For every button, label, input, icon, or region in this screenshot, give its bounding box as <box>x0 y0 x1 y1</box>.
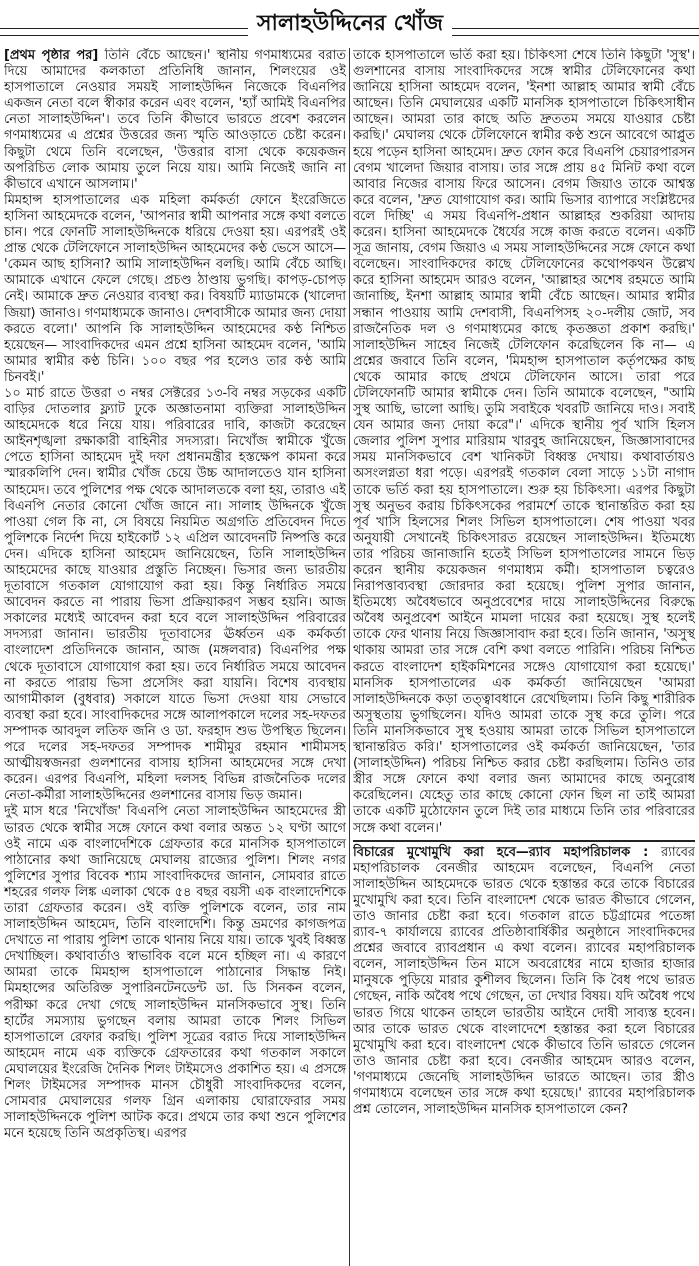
article-paragraph: দুই মাস ধরে 'নিখোঁজ' বিএনপি নেতা সালাহউদ্দিন আহমেদের স্ত্রী ভারত থেকে স্বামীর সঙ্গে ফোনে কথা বলার অন্তত ১২ ঘণ্টা আগে ওই নামে এক বাংলাদেশিকে গ্রেফতার করে মানসিক হাসপাতালে পাঠানোর কথা জানিয়েছে মেঘালয় রাজ্যের পুলিশ। শিলং নগর পুলিশের সুপার বিবেক শ্যাম সাংবাদিকদের জানান, সোমবার রাতে শহরের গলফ লিঙ্ক এলাকা থেকে ৫৪ বছর বয়সী এক বাংলাদেশিকে তারা গ্রেফতার করেন। ওই ব্যক্তি পুলিশকে বলেন, তার নাম সালাহউদ্দিন আহমেদ, তিনি বাংলাদেশি। কিন্তু ভ্রমণের কাগজপত্র দেখাতে না পারায় পুলিশ তাকে থানায় নিয়ে যায়। তাকে খুবই বিধ্বস্ত দেখাচ্ছিল। কথাবার্তাও স্বাভাবিক বলে মনে হচ্ছিল না। এ কারণে আমরা তাকে মিমহান্স হাসপাতালে পাঠানোর সিদ্ধান্ত নিই। মিমহান্সের অতিরিক্ত সুপারিনটেনডেন্ট ডা. ডি সিনকন বলেন, পরীক্ষা করে দেখা গেছে সালাহউদ্দিন মানসিকভাবে সুস্থ। তিনি হার্টের সমস্যায় ভুগছেন বলায় আমরা তাকে শিলং সিভিল হাসপাতালে রেফার করছি। পুলিশ সূত্রের বরাত দিয়ে সালাহউদ্দিন আহমেদ নামে এক ব্যক্তিকে গ্রেফতারের কথা গতকাল সকালে মেঘালয়ের ইংরেজি দৈনিক শিলং টাইমসেও প্রকাশিত হয়। এ প্রসঙ্গে শিলং টাইমসের সম্পাদক মানস চৌধুরী সাংবাদিকদের বলেন, সোমবার মেঘালয়ের গলফ গ্রিন এলাকায় ঘোরাফেরার সময় সালাহউদ্দিনকে পুলিশ আটক করে। প্রথমে তার কথা শুনে পুলিশের মনে হয়েছে তিনি অপ্রকৃতিস্থ। এরপর <box>4 804 346 1142</box>
page-header <box>0 0 699 46</box>
right-column <box>353 48 695 1266</box>
article-paragraph <box>4 48 346 193</box>
article-paragraph: মিমহান্স হাসপাতালের এক মহিলা কর্মকর্তা ফোনে ইংরেজিতে হাসিনা আহমেদকে বলেন, 'আপনার স্বামী আপনার সঙ্গে কথা বলতে চান। পরে ফোনটি সালাহউদ্দিনকে ধরিয়ে দেওয়া হয়। এরপরই ওই প্রান্ত থেকে টেলিফোনে সালাহউদ্দিন আহমেদের কণ্ঠ ভেসে আসে— 'কেমন আছ হাসিনা? আমি সালাহউদ্দিন বলছি। আমি বেঁচে আছি। আমাকে এখানে ফেলে গেছে। প্রচণ্ড ঠাণ্ডায় ভুগছি। কাপড়-চোপড় নেই। আমাকে দ্রুত নেওয়ার ব্যবস্থা কর। বিষয়টি ম্যাডামকে (খালেদা জিয়া) জানাও। গণমাধ্যমকে জানাও। দেশবাসীকে আমার জন্য দোয়া করতে বলো।' আপনি কি সালাহউদ্দিন আহমেদের কণ্ঠ নিশ্চিত হয়েছেন— সাংবাদিকদের এমন প্রশ্নে হাসিনা আহমেদ বলেন, 'আমি আমার স্বামীর কণ্ঠ চিনি। ১০০ বছর পর হলেও তার কণ্ঠ আমি চিনবই।' <box>4 192 346 385</box>
column-divider <box>349 48 350 1266</box>
article-headline: সালাহউদ্দিনের খোঁজ <box>256 11 444 36</box>
article-paragraph: ১০ মার্চ রাতে উত্তরা ৩ নম্বর সেক্টরের ১৩-বি নম্বর সড়কের একটি বাড়ির দোতলার ফ্ল্যাট ঢুকে অজ্ঞাতনামা ব্যক্তিরা সালাহউদ্দিন আহমেদকে ধরে নিয়ে যায়। পরিবারের দাবি, কাজটা করেছেন আইনশৃঙ্খলা রক্ষাকারী বাহিনীর সদস্যরা। নিখোঁজ স্বামীকে খুঁজে পেতে হাসিনা আহমেদ দুই দফা প্রধানমন্ত্রীর হস্তক্ষেপ কামনা করে স্মারকলিপি দেন। স্বামীর খোঁজ চেয়ে উচ্চ আদালতেও যান হাসিনা আহমেদ। তবে পুলিশের পক্ষ থেকে আদালতকে বলা হয়, তারাও এই বিএনপি নেতার কোনো খোঁজ জানে না। সালাহ উদ্দিনকে খুঁজে পাওয়া গেল কি না, সে বিষয়ে নিয়মিত অগ্রগতি প্রতিবেদন দিতে পুলিশকে নির্দেশ দিয়ে হাইকোর্ট ১২ এপ্রিল আবেদনটি নিষ্পত্তি করে দেন। এদিকে হাসিনা আহমেদ জানিয়েছেন, তিনি সালাহউদ্দিন আহমেদের কাছে যাওয়ার প্রস্তুতি নিচ্ছেন। ভিসার জন্য ভারতীয় দূতাবাসে গতকাল যোগাযোগ করা হয়। কিন্তু নির্ধারিত সময়ে আবেদন করতে না পারায় ভিসা প্রক্রিয়াকরণ সম্ভব হয়নি। আজ সকালের মধ্যেই আবেদন করা হবে বলে সালাহউদ্দিন পরিবারের সদস্যরা জানান। ভারতীয় দূতাবাসের ঊর্ধ্বতন এক কর্মকর্তা বাংলাদেশ প্রতিদিনকে জানান, আজ (মঙ্গলবার) বিএনপির পক্ষ থেকে দূতাবাসে যোগাযোগ করা হয়। তবে নির্ধারিত সময়ে আবেদন না করতে পারায় ভিসা প্রসেসিং করা যায়নি। বিশেষ ব্যবস্থায় আগামীকাল (বুধবার) সকালে যাতে ভিসা দেওয়া যায় সেভাবে ব্যবস্থা করা হবে। সাংবাদিকদের সঙ্গে আলাপকালে দলের সহ-দফতর সম্পাদক আবদুল লতিফ জনি ও ডা. ফরহাদ শুভ উপস্থিত ছিলেন। পরে দলের সহ-দফতর সম্পাদক শামীমুর রহমান শামীমসহ আত্মীয়স্বজনরা গুলশানের বাসায় হাসিনা আহমেদের সঙ্গে দেখা করেন। এরপর বিএনপি, মহিলা দলসহ বিভিন্ন রাজনৈতিক দলের নেতা-কর্মীরা সালাহউদ্দিনের গুলশানের বাসায় ভিড় জমান। <box>4 385 346 804</box>
left-column <box>4 48 346 1266</box>
header-rule-right <box>452 28 699 36</box>
paragraph-text: তিনি বেঁচে আছেন।' স্থানীয় গণমাধ্যমের বরাত দিয়ে আমাদের কলকাতা প্রতিনিধি জানান, শিলংয়ের ওই হাসপাতালে নেওয়ার সময়ই সালাহউদ্দিন নিজেকে বিএনপির একজন নেতা বলে স্বীকার করেন এবং বলেন, 'হ্যাঁ আমিই বিএনপির নেতা সালাহউদ্দিন'। তবে তিনি কীভাবে ভারতে প্রবেশ করলেন গণমাধ্যমের এ প্রশ্নের উত্তরের জন্য স্মৃতি আওড়াতে চেষ্টা করেন। কিছুটা থেমে তিনি বলেছেন, 'উত্তরার বাসা থেকে কয়েকজন অপরিচিত লোক আমায় তুলে নিয়ে যায়। আমি নিজেই জানি না কীভাবে এখানে আসলাম।' <box>4 48 346 192</box>
header-rule-left <box>0 28 248 36</box>
article-paragraph <box>353 845 695 1119</box>
continuation-kicker: [প্রথম পৃষ্ঠার পর] <box>4 48 99 63</box>
section-rule <box>353 840 695 842</box>
section-subhead: বিচারের মুখোমুখি করা হবে—র‍্যাব মহাপরিচালক : <box>353 844 649 860</box>
paragraph-text: র‍্যাবের মহাপরিচালক বেনজীর আহমেদ বলেছেন, বিএনপি নেতা সালাহউদ্দিন আহমেদকে ভারত থেকে হস্তান্তর করে তাকে বিচারের মুখোমুখি করা হবে। তিনি বাংলাদেশ থেকে ভারত কীভাবে গেলেন, তাও জানার চেষ্টা করা হবে। গতকাল রাতে চট্টগ্রামের পতেঙ্গা র‍্যাব-৭ কার্যালয়ে র‍্যাবের প্রতিষ্ঠাবার্ষিকীর অনুষ্ঠানে সাংবাদিকদের প্রশ্নের জবাবে র‍্যাবপ্রধান এ কথা বলেন। র‍্যাবের মহাপরিচালক বলেন, সালাহউদ্দিন তিন মাসে অবরোধের নামে হাজার হাজার মানুষকে পুড়িয়ে মারার কুশীলব ছিলেন। তিনি কি বৈধ পথে ভারত গেছেন, নাকি অবৈধ পথে গেছেন, তা দেখার বিষয়। যদি অবৈধ পথে ভারত গিয়ে থাকেন তাহলে ভারতীয় আইনে দোষী সাব্যস্ত হবেন। আর তাকে ভারত থেকে বাংলাদেশে হস্তান্তর করা হলে বিচারের মুখোমুখি করা হবে। বাংলাদেশ থেকে কীভাবে তিনি ভারতে গেলেন তাও জানার চেষ্টা করা হবে। বেনজীর আহমেদ আরও বলেন, 'গণমাধ্যমে জেনেছি সালাহউদ্দিন ভারতে আছেন। তার স্ত্রীও গণমাধ্যমে বলেছেন তার সঙ্গে কথা হয়েছে।' র‍্যাবের মহাপরিচালক প্রশ্ন তোলেন, সালাহউদ্দিন মানসিক হাসপাতালে কেন? <box>353 844 695 1118</box>
article-paragraph: তাকে হাসপাতালে ভর্তি করা হয়। চিকিৎসা শেষে তিনি কিছুটা 'সুস্থ'। গুলশানের বাসায় সাংবাদিকদের সঙ্গে স্বামীর টেলিফোনের কথা জানিয়ে হাসিনা আহমেদ বলেন, 'ইনশা আল্লাহ আমার স্বামী বেঁচে আছেন। তিনি মেঘালয়ের একটি মানসিক হাসপাতালে চিকিৎসাধীন আছেন। আমরা তার কাছে অতি দ্রুততম সময়ে যাওয়ার চেষ্টা করছি।' মেঘালয় থেকে টেলিফোনে স্বামীর কণ্ঠ শুনে আবেগে আপ্লুত হয়ে পড়েন হাসিনা আহমেদ। দ্রুত ফোন করে বিএনপি চেয়ারপারসন বেগম খালেদা জিয়ার বাসায়। তার সঙ্গে প্রায় ৪৫ মিনিট কথা বলে আবার নিজের বাসায় ফিরে আসেন। বেগম জিয়াও তাকে আশ্বস্ত করে বলেন, 'দ্রুত যোগাযোগ কর। আমি ভিসার ব্যাপারে সংশ্লিষ্টদের বলে দিচ্ছি' এ সময় বিএনপি-প্রধান আল্লাহর শুকরিয়া আদায় করেন। হাসিনা আহমেদকে ধৈর্যের সঙ্গে কাজ করতে বলেন। একটি সূত্র জানায়, বেগম জিয়াও এ সময় সালাহউদ্দিনের সঙ্গে ফোনে কথা বলেছেন। সাংবাদিকদের কাছে টেলিফোনের কথোপকথন উল্লেখ করে হাসিনা আহমেদ আরও বলেন, 'আল্লাহর অশেষ রহমতে আমি জানাচ্ছি, ইনশা আল্লাহ আমার স্বামী বেঁচে আছেন। আমার স্বামীর সন্ধান পাওয়ায় আমি দেশবাসী, বিএনপিসহ ২০-দলীয় জোট, সব রাজনৈতিক দল ও গণমাধ্যমের কাছে কৃতজ্ঞতা প্রকাশ করছি।' সালাহউদ্দিন সাহেব নিজেই টেলিফোন করেছিলেন কি না— এ প্রশ্নের জবাবে তিনি বলেন, 'মিমহান্স হাসপাতাল কর্তৃপক্ষের কাছ থেকে আমার কাছে প্রথমে টেলিফোন আসে। তারা পরে টেলিফোনটি আমার স্বামীকে দেন। তিনি আমাকে বলেছেন, "আমি সুস্থ আছি, ভালো আছি। তুমি সবাইকে খবরটি জানিয়ে দাও। সবাই যেন আমার জন্য দোয়া করে"।' এদিকে স্থানীয় পূর্ব খাসি হিলস জেলার পুলিশ সুপার মারিয়াম খারবুহ জানিয়েছেন, জিজ্ঞাসাবাদের সময় মানসিকভাবে বেশ খানিকটা বিধ্বস্ত দেখায়। কথাবার্তায়ও অসংলগ্নতা ধরা পড়ে। এরপরই গতকাল বেলা সাড়ে ১১টা নাগাদ তাকে ভর্তি করা হয় হাসপাতালে। শুরু হয় চিকিৎসা। এরপর কিছুটা সুস্থ অনুভব করায় চিকিৎসকের পরামর্শে তাকে স্থানান্তরিত করা হয় পূর্ব খাসি হিলসের শিলং সিভিল হাসপাতালে। শেষ পাওয়া খবর অনুযায়ী সেখানেই চিকিৎসারত রয়েছেন সালাহউদ্দিন। ইতিমধ্যে তার পরিচয় জানাজানি হতেই সিভিল হাসপাতালের সামনে ভিড় করেন স্থানীয় কয়েকজন গণমাধ্যম কর্মী। হাসপাতাল চত্বরেও নিরাপত্তাব্যবস্থা জোরদার করা হয়েছে। পুলিশ সুপার জানান, ইতিমধ্যে অবৈধভাবে অনুপ্রবেশের দায়ে সালাহউদ্দিনের বিরুদ্ধে অবৈধ অনুপ্রবেশ আইনে মামলা দায়ের করা হয়েছে। সুস্থ হলেই তাকে ফের থানায় নিয়ে জিজ্ঞাসাবাদ করা হবে। তিনি জানান, 'অসুস্থ থাকায় আমরা তার সঙ্গে বেশি কথা বলতে পারিনি। পরিচয় নিশ্চিত করতে বাংলাদেশ হাইকমিশনের সঙ্গেও যোগাযোগ করা হয়েছে।' মানসিক হাসপাতালের এক কর্মকর্তা জানিয়েছেন 'আমরা সালাহউদ্দিনকে কড়া তত্ত্বাবধানে রেখেছিলাম। তিনি কিছু শারীরিক অসুস্থতায় ভুগছিলেন। যদিও আমরা তাকে সুস্থ করে তুলি। পরে তিনি মানসিকভাবে সুস্থ হওয়ায় আমরা তাকে সিভিল হাসপাতালে স্থানান্তরিত করি।' হাসপাতালের ওই কর্মকর্তা জানিয়েছেন, 'তার (সালাহউদ্দিন) পরিচয় নিশ্চিত করার চেষ্টা করছিলাম। তিনিও তার স্ত্রীর সঙ্গে ফোনে কথা বলার জন্য আমাদের কাছে অনুরোধ করেছিলেন। যেহেতু তার কাছে কোনো ফোন ছিল না তাই আমরা তাকে একটি মুঠোফোন তুলে দিই তার মাধ্যমে তিনি তার পরিবারের সঙ্গে কথা বলেন।' <box>353 48 695 836</box>
